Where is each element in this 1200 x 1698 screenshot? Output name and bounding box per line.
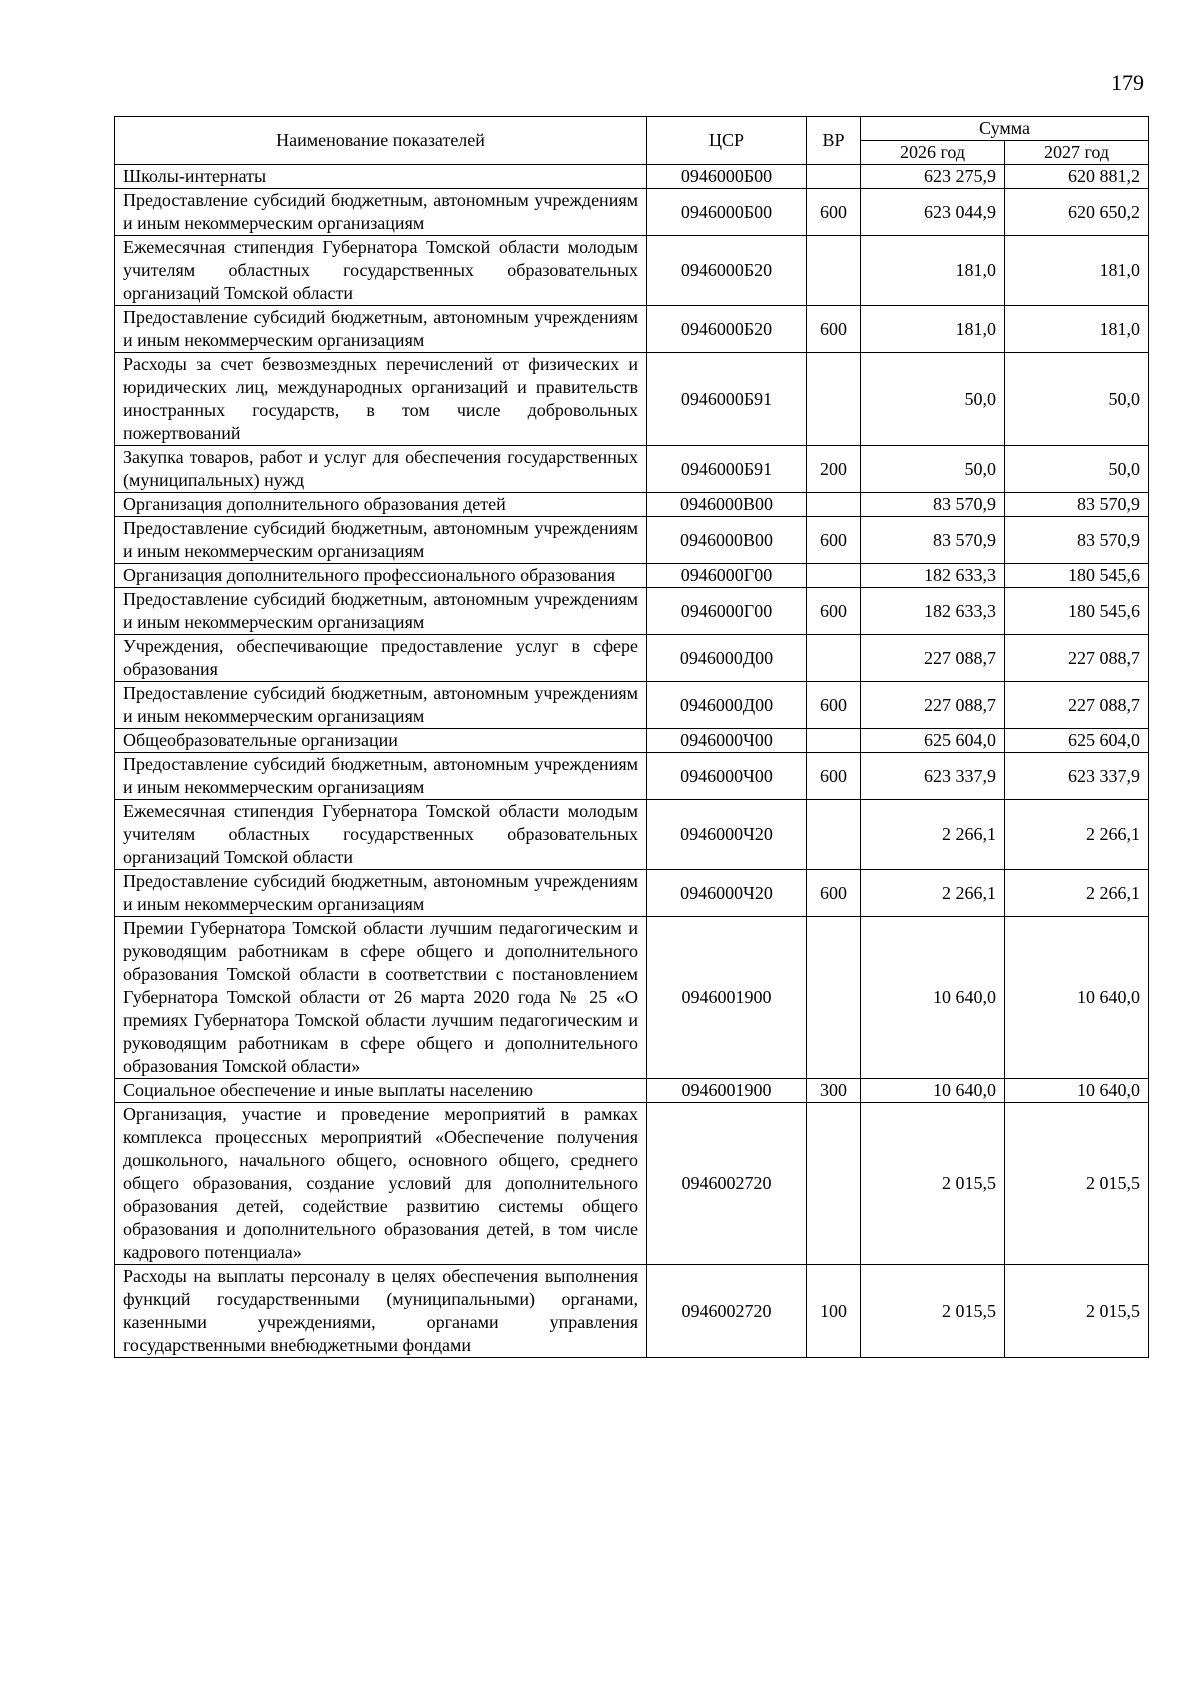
row-csr-code: 0946000Б91: [647, 353, 807, 446]
row-vr-code: [807, 493, 861, 517]
row-amount-2027: 2 015,5: [1005, 1265, 1149, 1358]
header-year-2026: 2026 год: [861, 141, 1005, 165]
table-body: [115, 165, 1149, 1358]
row-amount-2026: 623 337,9: [861, 753, 1005, 800]
table-header: [115, 117, 1149, 165]
row-csr-code: 0946000Б00: [647, 165, 807, 189]
header-vr: ВР: [807, 117, 861, 165]
page-number: 179: [1111, 70, 1144, 95]
row-csr-code: 0946000Б20: [647, 306, 807, 353]
row-name: Предоставление субсидий бюджетным, автономным учреждениям и иным некоммерческим организациям: [115, 753, 647, 800]
row-name: Предоставление субсидий бюджетным, автономным учреждениям и иным некоммерческим организациям: [115, 189, 647, 236]
table-row: [115, 493, 1149, 517]
row-vr-code: [807, 1103, 861, 1265]
table-row: [115, 729, 1149, 753]
table-row: [115, 1265, 1149, 1358]
row-name: Предоставление субсидий бюджетным, автономным учреждениям и иным некоммерческим организациям: [115, 870, 647, 917]
table-row: [115, 917, 1149, 1079]
row-csr-code: 0946000Ч00: [647, 753, 807, 800]
row-vr-code: 600: [807, 189, 861, 236]
row-vr-code: [807, 917, 861, 1079]
header-name: Наименование показателей: [115, 117, 647, 165]
row-amount-2026: 623 275,9: [861, 165, 1005, 189]
row-amount-2026: 2 015,5: [861, 1265, 1005, 1358]
row-name: Ежемесячная стипендия Губернатора Томской области молодым учителям областных государственных образовательных организаций Томской области: [115, 236, 647, 306]
table-row: [115, 517, 1149, 564]
row-name: Предоставление субсидий бюджетным, автономным учреждениям и иным некоммерческим организациям: [115, 682, 647, 729]
row-vr-code: [807, 800, 861, 870]
table-row: [115, 682, 1149, 729]
table-row: [115, 753, 1149, 800]
row-vr-code: 600: [807, 753, 861, 800]
row-amount-2027: 180 545,6: [1005, 588, 1149, 635]
row-amount-2027: 2 266,1: [1005, 800, 1149, 870]
row-amount-2027: 10 640,0: [1005, 1079, 1149, 1103]
row-amount-2027: 2 015,5: [1005, 1103, 1149, 1265]
table-row: [115, 635, 1149, 682]
row-name: Общеобразовательные организации: [115, 729, 647, 753]
row-name: Расходы за счет безвозмездных перечислений от физических и юридических лиц, международных организаций и правительств иностранных государств, в том числе добровольных пожертвований: [115, 353, 647, 446]
row-name: Организация дополнительного профессионального образования: [115, 564, 647, 588]
table-row: [115, 165, 1149, 189]
table-row: [115, 446, 1149, 493]
row-amount-2027: 227 088,7: [1005, 682, 1149, 729]
table-row: [115, 306, 1149, 353]
row-amount-2027: 620 881,2: [1005, 165, 1149, 189]
row-amount-2027: 180 545,6: [1005, 564, 1149, 588]
row-csr-code: 0946001900: [647, 1079, 807, 1103]
row-vr-code: 600: [807, 870, 861, 917]
row-csr-code: 0946000Б20: [647, 236, 807, 306]
row-vr-code: [807, 165, 861, 189]
row-csr-code: 0946000Г00: [647, 564, 807, 588]
row-amount-2027: 227 088,7: [1005, 635, 1149, 682]
row-amount-2027: 620 650,2: [1005, 189, 1149, 236]
header-year-2027: 2027 год: [1005, 141, 1149, 165]
header-sum: Сумма: [861, 117, 1149, 141]
row-csr-code: 0946000Ч20: [647, 800, 807, 870]
row-amount-2026: 10 640,0: [861, 917, 1005, 1079]
row-amount-2026: 50,0: [861, 446, 1005, 493]
row-name: Предоставление субсидий бюджетным, автономным учреждениям и иным некоммерческим организациям: [115, 306, 647, 353]
table-row: [115, 1079, 1149, 1103]
row-csr-code: 0946000Ч00: [647, 729, 807, 753]
row-amount-2026: 83 570,9: [861, 493, 1005, 517]
row-amount-2026: 2 015,5: [861, 1103, 1005, 1265]
table-row: [115, 1103, 1149, 1265]
table-row: [115, 236, 1149, 306]
row-csr-code: 0946000Ч20: [647, 870, 807, 917]
row-vr-code: [807, 236, 861, 306]
row-vr-code: [807, 635, 861, 682]
row-amount-2026: 10 640,0: [861, 1079, 1005, 1103]
row-amount-2027: 50,0: [1005, 446, 1149, 493]
row-vr-code: [807, 564, 861, 588]
table-row: [115, 564, 1149, 588]
row-amount-2027: 181,0: [1005, 236, 1149, 306]
row-name: Расходы на выплаты персоналу в целях обеспечения выполнения функций государственными (муниципальными) органами, казенными учреждениями, органами управления государственными внебюджетными фондами: [115, 1265, 647, 1358]
row-name: Школы-интернаты: [115, 165, 647, 189]
row-amount-2026: 227 088,7: [861, 682, 1005, 729]
row-csr-code: 0946000Б91: [647, 446, 807, 493]
table-row: [115, 800, 1149, 870]
row-name: Закупка товаров, работ и услуг для обеспечения государственных (муниципальных) нужд: [115, 446, 647, 493]
row-name: Учреждения, обеспечивающие предоставление услуг в сфере образования: [115, 635, 647, 682]
table-row: [115, 588, 1149, 635]
row-csr-code: 0946002720: [647, 1265, 807, 1358]
row-amount-2026: 625 604,0: [861, 729, 1005, 753]
row-amount-2026: 2 266,1: [861, 800, 1005, 870]
row-name: Организация, участие и проведение мероприятий в рамках комплекса процессных мероприятий «Обеспечение получения дошкольного, начального общего, основного общего, среднего общего образования, создание условий для дополнительного образования детей, содействие развитию системы общего образования и дополнительного образования детей, в том числе кадрового потенциала»: [115, 1103, 647, 1265]
row-amount-2026: 623 044,9: [861, 189, 1005, 236]
row-name: Премии Губернатора Томской области лучшим педагогическим и руководящим работникам в сфере общего и дополнительного образования Томской области в соответствии с постановлением Губернатора Томской области от 26 марта 2020 года № 25 «О премиях Губернатора Томской области лучшим педагогическим и руководящим работникам в сфере общего и дополнительного образования Томской области»: [115, 917, 647, 1079]
row-vr-code: 100: [807, 1265, 861, 1358]
row-csr-code: 0946000В00: [647, 517, 807, 564]
row-amount-2026: 181,0: [861, 306, 1005, 353]
row-csr-code: 0946000Г00: [647, 588, 807, 635]
row-vr-code: 600: [807, 588, 861, 635]
row-csr-code: 0946000Д00: [647, 635, 807, 682]
row-amount-2026: 182 633,3: [861, 564, 1005, 588]
table-row: [115, 870, 1149, 917]
row-amount-2027: 181,0: [1005, 306, 1149, 353]
row-vr-code: 200: [807, 446, 861, 493]
row-amount-2027: 50,0: [1005, 353, 1149, 446]
row-vr-code: [807, 353, 861, 446]
row-name: Предоставление субсидий бюджетным, автономным учреждениям и иным некоммерческим организациям: [115, 588, 647, 635]
row-csr-code: 0946002720: [647, 1103, 807, 1265]
row-name: Ежемесячная стипендия Губернатора Томской области молодым учителям областных государственных образовательных организаций Томской области: [115, 800, 647, 870]
row-amount-2027: 83 570,9: [1005, 493, 1149, 517]
row-amount-2027: 83 570,9: [1005, 517, 1149, 564]
row-amount-2026: 227 088,7: [861, 635, 1005, 682]
row-amount-2027: 625 604,0: [1005, 729, 1149, 753]
row-amount-2026: 182 633,3: [861, 588, 1005, 635]
row-amount-2027: 623 337,9: [1005, 753, 1149, 800]
table-row: [115, 189, 1149, 236]
row-amount-2026: 181,0: [861, 236, 1005, 306]
row-csr-code: 0946000Б00: [647, 189, 807, 236]
table-row: [115, 353, 1149, 446]
row-vr-code: 300: [807, 1079, 861, 1103]
header-csr: ЦСР: [647, 117, 807, 165]
row-csr-code: 0946000В00: [647, 493, 807, 517]
row-amount-2026: 2 266,1: [861, 870, 1005, 917]
row-name: Предоставление субсидий бюджетным, автономным учреждениям и иным некоммерческим организациям: [115, 517, 647, 564]
row-amount-2026: 50,0: [861, 353, 1005, 446]
row-vr-code: [807, 729, 861, 753]
row-vr-code: 600: [807, 682, 861, 729]
row-amount-2027: 10 640,0: [1005, 917, 1149, 1079]
row-vr-code: 600: [807, 306, 861, 353]
row-vr-code: 600: [807, 517, 861, 564]
row-csr-code: 0946000Д00: [647, 682, 807, 729]
row-name: Социальное обеспечение и иные выплаты населению: [115, 1079, 647, 1103]
budget-table: [114, 116, 1149, 1358]
row-name: Организация дополнительного образования детей: [115, 493, 647, 517]
row-amount-2027: 2 266,1: [1005, 870, 1149, 917]
row-csr-code: 0946001900: [647, 917, 807, 1079]
row-amount-2026: 83 570,9: [861, 517, 1005, 564]
